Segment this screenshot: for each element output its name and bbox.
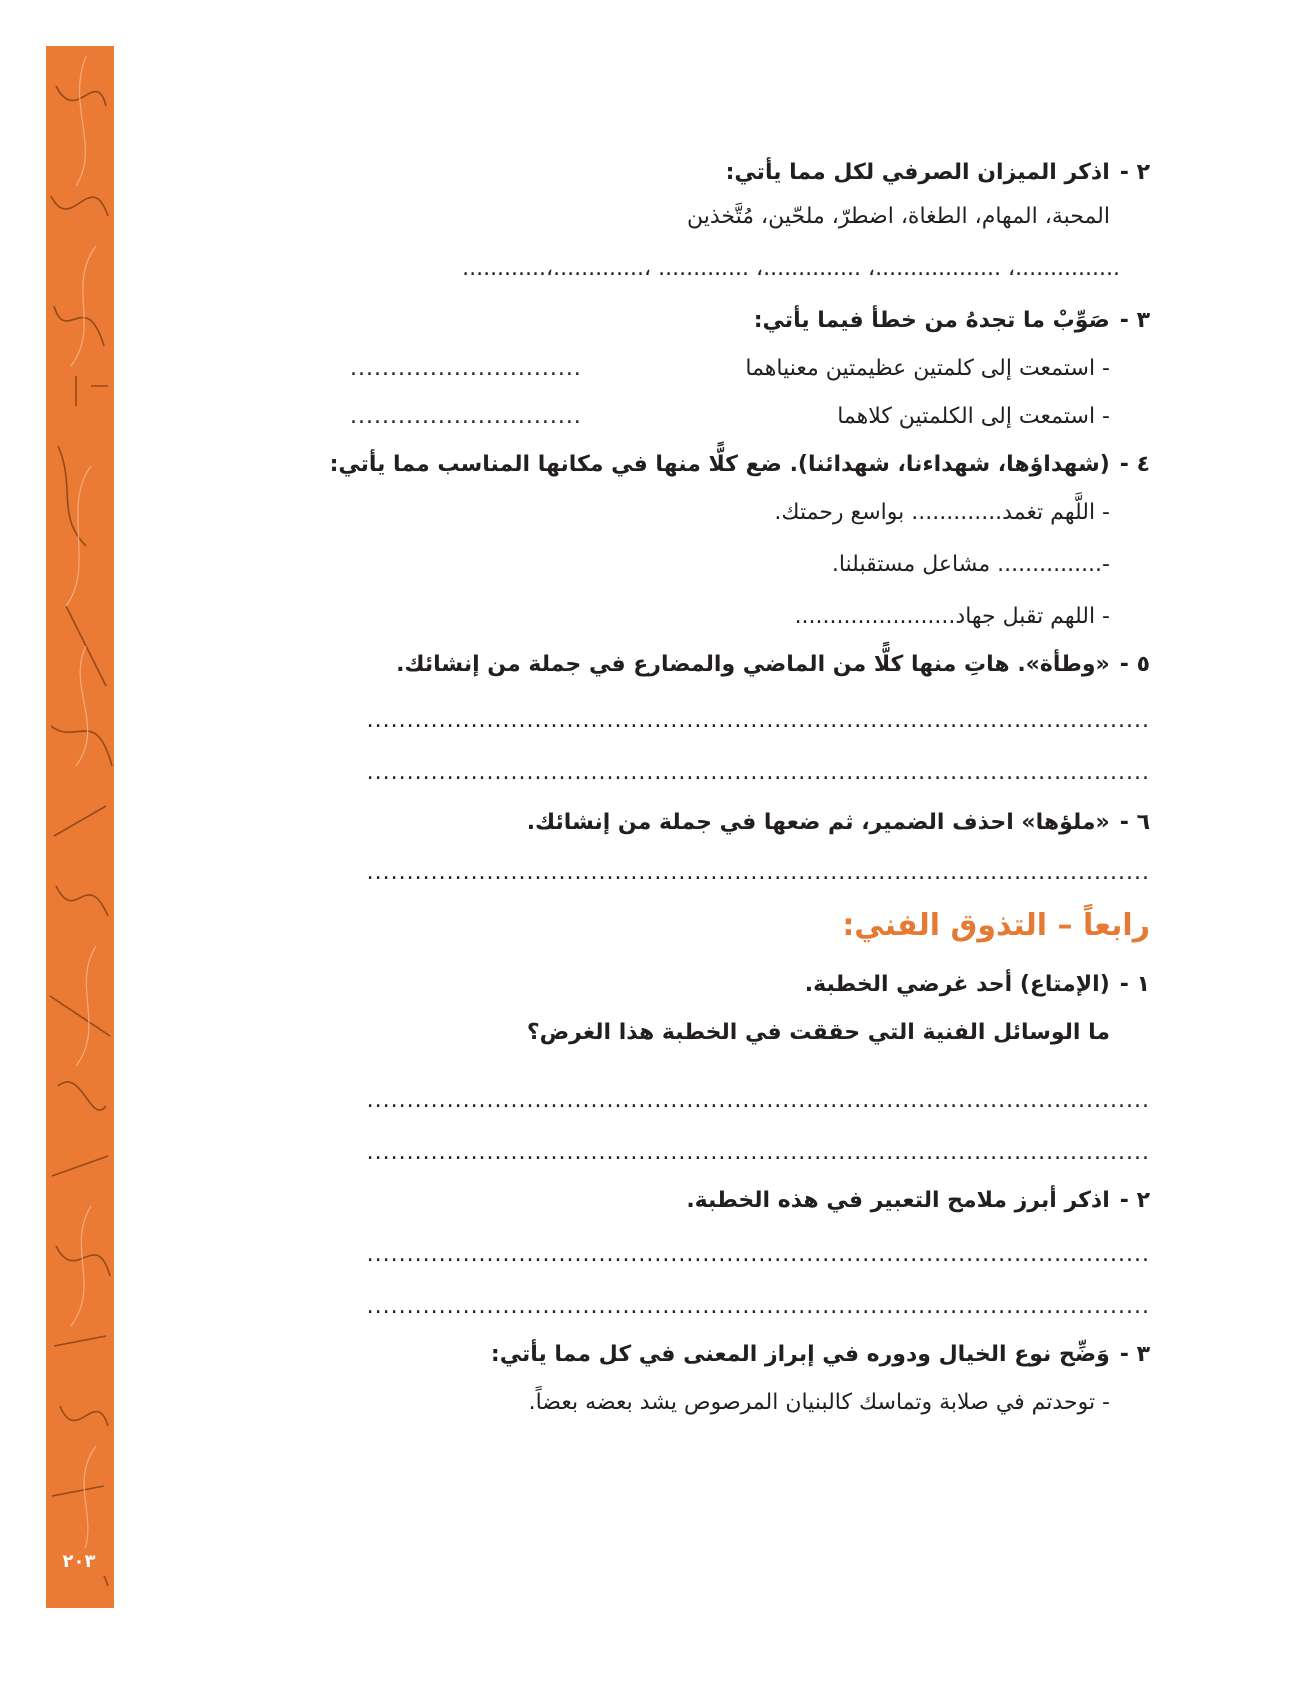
fill-blank-item: - اللَّهم تغمد............. بواسع رحمتك. <box>774 500 1110 525</box>
answer-line: ............................. <box>350 404 582 429</box>
question-5-prompt <box>150 652 1150 677</box>
answer-line: ...............، ..................، ..............، ............. ،.............،............ <box>462 256 1120 281</box>
question-3-prompt <box>150 308 1150 333</box>
question-number: ٦ - <box>1119 810 1150 835</box>
decorative-side-strip <box>46 46 114 1608</box>
correction-sentence: - استمعت إلى الكلمتين كلاهما <box>837 404 1110 429</box>
section4-question-3-prompt <box>150 1342 1150 1367</box>
question-number: ٢ - <box>1119 160 1150 185</box>
correction-sentence: - استمعت إلى كلمتين عظيمتين معنياهما <box>745 356 1110 381</box>
answer-line: .................................................................................................. <box>366 1294 1150 1319</box>
answer-line: .................................................................................................. <box>366 860 1150 885</box>
question-text: (الإمتاع) أحد غرضي الخطبة. <box>804 972 1110 997</box>
question-text: صَوِّبْ ما تجدهُ من خطأ فيما يأتي: <box>753 308 1110 333</box>
strip-pattern <box>46 46 114 1608</box>
section4-question-1-prompt <box>150 972 1150 997</box>
question-text: «وطأة». هاتِ منها كلًّا من الماضي والمضارع في جملة من إنشائك. <box>396 652 1110 677</box>
answer-line: .................................................................................................. <box>366 760 1150 785</box>
question-6-prompt <box>150 810 1150 835</box>
section-heading: رابعاً – التذوق الفني: <box>842 908 1150 943</box>
imagery-item: - توحدتم في صلابة وتماسك كالبنيان المرصوص يشد بعضه بعضاً. <box>528 1390 1110 1415</box>
fill-blank-item: -............... مشاعل مستقبلنا. <box>831 552 1110 577</box>
question-number: ٤ - <box>1119 452 1150 477</box>
answer-line: .................................................................................................. <box>366 1242 1150 1267</box>
answer-line: .................................................................................................. <box>366 1140 1150 1165</box>
question-text: وَضِّح نوع الخيال ودوره في إبراز المعنى في كل مما يأتي: <box>490 1342 1110 1367</box>
fill-blank-item: - اللهم تقبل جهاد....................... <box>794 604 1110 629</box>
question-number: ٥ - <box>1119 652 1150 677</box>
question-text: اذكر الميزان الصرفي لكل مما يأتي: <box>725 160 1110 185</box>
question-number: ٢ - <box>1119 1188 1150 1213</box>
question-text: «ملؤها» احذف الضمير، ثم ضعها في جملة من إنشائك. <box>526 810 1110 835</box>
question-2-prompt <box>150 160 1150 185</box>
worksheet-content <box>150 160 1150 1560</box>
section4-question-2-prompt <box>150 1188 1150 1213</box>
question-2-words: المحبة، المهام، الطغاة، اضطرّ، ملحّين، مُتَّخذين <box>686 204 1110 229</box>
question-number: ٣ - <box>1119 1342 1150 1367</box>
answer-line: .................................................................................................. <box>366 1088 1150 1113</box>
question-4-prompt <box>150 452 1150 477</box>
section4-question-1-question: ما الوسائل الفنية التي حققت في الخطبة هذا الغرض؟ <box>526 1020 1110 1045</box>
question-text: اذكر أبرز ملامح التعبير في هذه الخطبة. <box>686 1188 1110 1213</box>
question-number: ٣ - <box>1119 308 1150 333</box>
question-text: (شهداؤها، شهداءنا، شهدائنا). ضع كلًّا منها في مكانها المناسب مما يأتي: <box>329 452 1110 477</box>
answer-line: ............................. <box>350 356 582 381</box>
answer-line: .................................................................................................. <box>366 708 1150 733</box>
question-number: ١ - <box>1119 972 1150 997</box>
page-number: ٢٠٣ <box>46 1548 112 1576</box>
